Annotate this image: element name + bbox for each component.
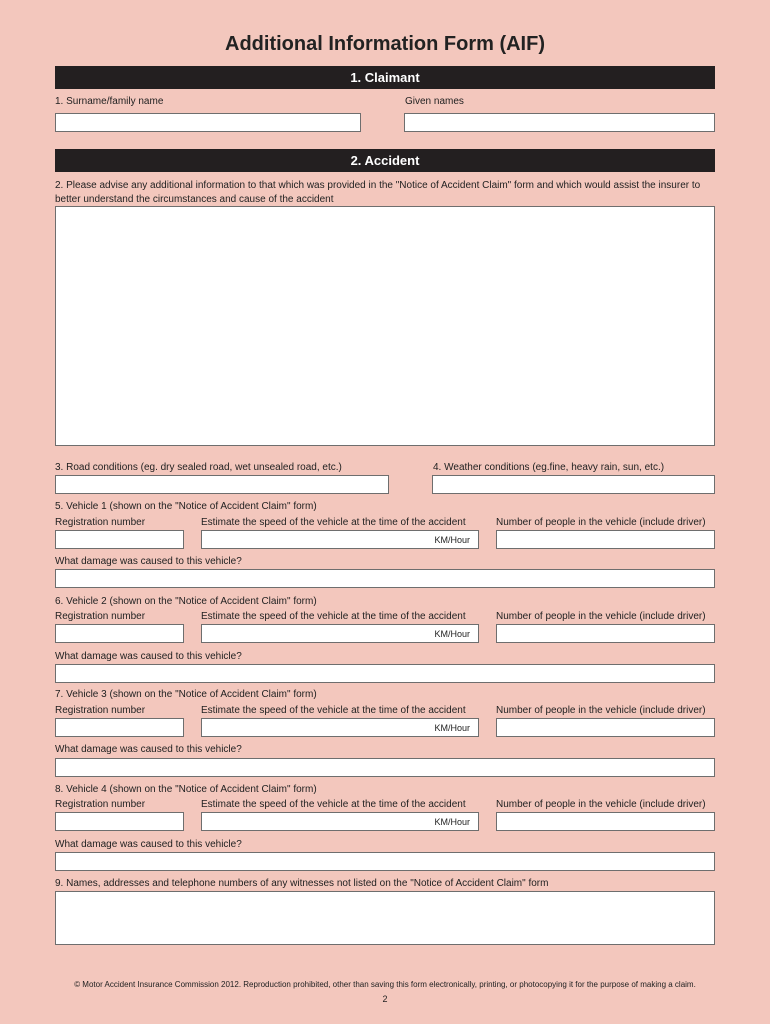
- copyright-notice: © Motor Accident Insurance Commission 2012. Reproduction prohibited, other than saving this form electronically, printing, or photocopying it for the purpose of making a claim.: [74, 980, 696, 989]
- vehicle-1-damage-label: What damage was caused to this vehicle?: [55, 556, 242, 567]
- vehicle-1-people-label: Number of people in the vehicle (include driver): [496, 517, 706, 528]
- vehicle-4-people-label: Number of people in the vehicle (include driver): [496, 799, 706, 810]
- vehicle-2-damage-input[interactable]: [55, 664, 715, 683]
- page-title: Additional Information Form (AIF): [225, 33, 545, 55]
- given-names-label: Given names: [405, 96, 464, 107]
- vehicle-4-damage-input[interactable]: [55, 852, 715, 871]
- vehicle-2-heading: 6. Vehicle 2 (shown on the "Notice of Accident Claim" form): [55, 596, 317, 607]
- surname-label: 1. Surname/family name: [55, 96, 164, 107]
- additional-info-textarea[interactable]: [55, 206, 715, 446]
- surname-input[interactable]: [55, 113, 361, 132]
- vehicle-2-speed-unit: KM/Hour: [434, 628, 470, 639]
- vehicle-3-people-input[interactable]: [496, 718, 715, 737]
- weather-conditions-input[interactable]: [432, 475, 715, 494]
- section-header-accident: 2. Accident: [55, 149, 715, 172]
- vehicle-4-speed-input[interactable]: [201, 812, 479, 831]
- vehicle-1-people-input[interactable]: [496, 530, 715, 549]
- vehicle-1-speed-unit: KM/Hour: [434, 534, 470, 545]
- vehicle-3-damage-label: What damage was caused to this vehicle?: [55, 744, 242, 755]
- page-number: 2: [382, 994, 388, 1004]
- vehicle-2-damage-label: What damage was caused to this vehicle?: [55, 651, 242, 662]
- vehicle-2-people-input[interactable]: [496, 624, 715, 643]
- vehicle-3-damage-input[interactable]: [55, 758, 715, 777]
- vehicle-4-registration-label: Registration number: [55, 799, 146, 810]
- vehicle-2-registration-input[interactable]: [55, 624, 184, 643]
- road-conditions-label: 3. Road conditions (eg. dry sealed road, wet unsealed road, etc.): [55, 462, 342, 473]
- given-names-input[interactable]: [404, 113, 715, 132]
- vehicle-1-registration-label: Registration number: [55, 517, 146, 528]
- vehicle-4-registration-input[interactable]: [55, 812, 184, 831]
- road-conditions-input[interactable]: [55, 475, 389, 494]
- vehicle-4-people-input[interactable]: [496, 812, 715, 831]
- vehicle-3-registration-label: Registration number: [55, 705, 146, 716]
- additional-info-label: 2. Please advise any additional information to that which was provided in the "Notice of Accident Claim" form and which would assist the insurer to better understand the circumstances and cause of the accident: [55, 180, 701, 205]
- vehicle-1-heading: 5. Vehicle 1 (shown on the "Notice of Accident Claim" form): [55, 501, 317, 512]
- vehicle-3-heading: 7. Vehicle 3 (shown on the "Notice of Accident Claim" form): [55, 689, 317, 700]
- vehicle-2-registration-label: Registration number: [55, 611, 146, 622]
- vehicle-3-speed-unit: KM/Hour: [434, 722, 470, 733]
- vehicle-1-speed-input[interactable]: [201, 530, 479, 549]
- vehicle-3-speed-input[interactable]: [201, 718, 479, 737]
- vehicle-4-heading: 8. Vehicle 4 (shown on the "Notice of Accident Claim" form): [55, 784, 317, 795]
- witnesses-label: 9. Names, addresses and telephone numbers of any witnesses not listed on the "Notice of Accident Claim" form: [55, 878, 549, 889]
- witnesses-textarea[interactable]: [55, 891, 715, 945]
- vehicle-4-damage-label: What damage was caused to this vehicle?: [55, 839, 242, 850]
- vehicle-2-speed-input[interactable]: [201, 624, 479, 643]
- vehicle-1-registration-input[interactable]: [55, 530, 184, 549]
- vehicle-2-people-label: Number of people in the vehicle (include driver): [496, 611, 706, 622]
- section-header-claimant: 1. Claimant: [55, 66, 715, 89]
- vehicle-1-speed-label: Estimate the speed of the vehicle at the time of the accident: [201, 517, 466, 528]
- vehicle-3-registration-input[interactable]: [55, 718, 184, 737]
- weather-conditions-label: 4. Weather conditions (eg.fine, heavy rain, sun, etc.): [433, 462, 665, 473]
- vehicle-2-speed-label: Estimate the speed of the vehicle at the time of the accident: [201, 611, 466, 622]
- vehicle-1-damage-input[interactable]: [55, 569, 715, 588]
- vehicle-3-speed-label: Estimate the speed of the vehicle at the time of the accident: [201, 705, 466, 716]
- vehicle-4-speed-label: Estimate the speed of the vehicle at the time of the accident: [201, 799, 466, 810]
- vehicle-3-people-label: Number of people in the vehicle (include driver): [496, 705, 706, 716]
- vehicle-4-speed-unit: KM/Hour: [434, 816, 470, 827]
